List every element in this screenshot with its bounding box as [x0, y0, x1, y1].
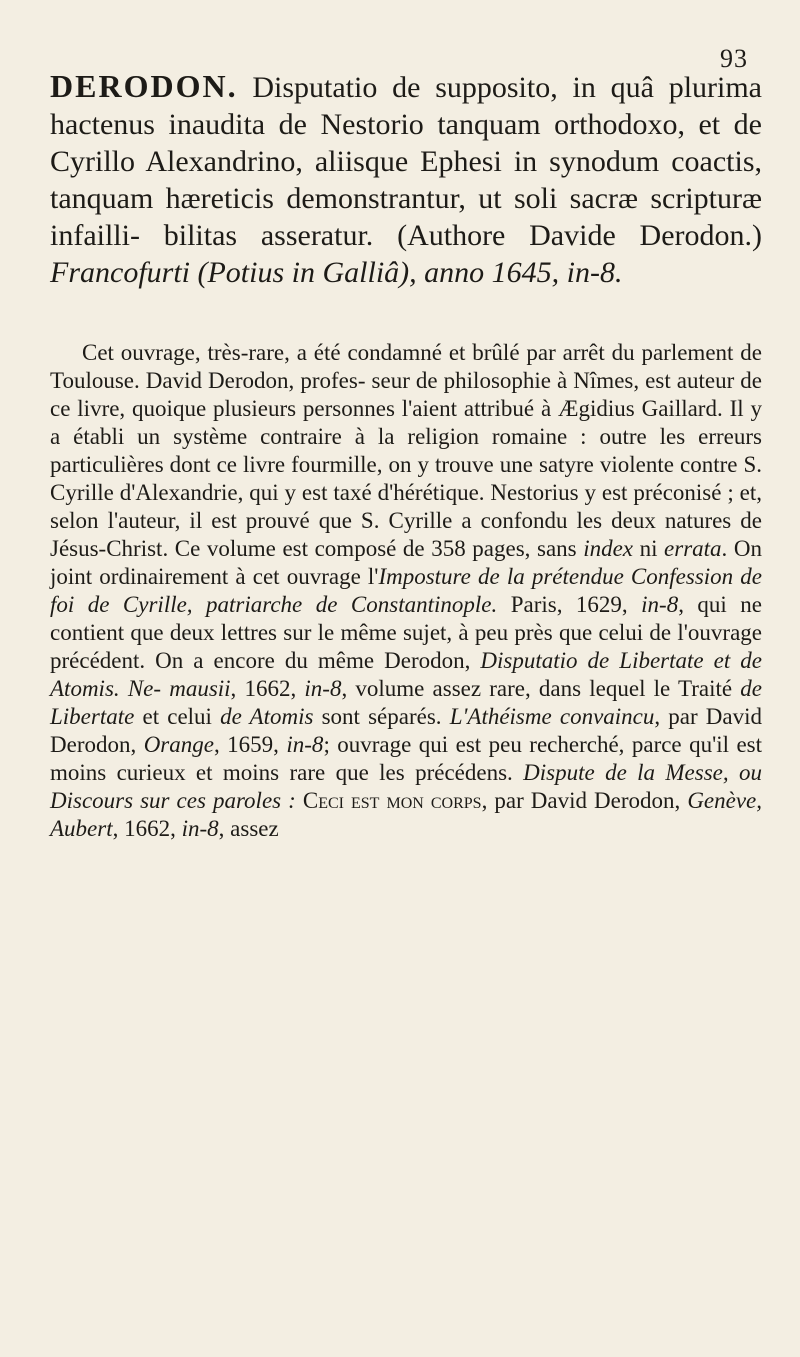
commentary-errata: errata — [664, 536, 722, 561]
libertate-imprint: , 1662, — [230, 676, 305, 701]
commentary-text-3: , qui ne contient que deux lettres sur le même sujet, à peu près que celui de l'ouvrage précédent. On a encore du même Derodon, — [50, 592, 762, 673]
entry-headword: DERODON. — [50, 68, 238, 104]
entry-author-credit: (Authore Davide Derodon.) — [397, 219, 763, 252]
commentary-ni: ni — [633, 536, 665, 561]
commentary-text-9: , par David Derodon, — [481, 788, 688, 813]
atomis-title: de Atomis — [220, 704, 314, 729]
commentary-text-10: , assez — [218, 816, 279, 841]
libertate-format: in-8 — [304, 676, 342, 701]
commentary-text-6: sont séparés. — [313, 704, 450, 729]
commentary-text-8: ; ouvrage qui est peu recherché, parce qu'il est moins curieux et moins rare que les précédens. — [50, 732, 763, 785]
geneve-place: Genève — [687, 788, 757, 813]
bibliographic-entry — [50, 68, 762, 843]
geneve-format: in-8 — [181, 816, 219, 841]
imposture-format: in-8 — [641, 592, 679, 617]
messe-title: Dispute de la Messe, ou Discours sur ces paroles : — [50, 760, 762, 813]
orange-format: in-8 — [286, 732, 324, 757]
entry-commentary — [50, 339, 762, 843]
geneve-year: , 1662, — [112, 816, 182, 841]
aubert-publisher: , Aubert — [50, 788, 763, 841]
commentary-text-7: , par David Derodon, — [50, 704, 763, 757]
commentary-index: index — [583, 536, 633, 561]
entry-title: Disputatio de supposito, in quâ plurima hactenus inaudita de Nestorio tanquam orthodoxo, et de Cyrillo Alexandrino, aliisque Ephesi in synodum coactis, tanquam hæreticis demonstrantur, ut soli sacræ scripturæ infailli- bilitas asseratur. — [50, 71, 763, 252]
entry-imprint: Francofurti (Potius in Galliâ), anno 1645, in-8. — [50, 256, 623, 289]
ceci-est-mon-corps: Ceci est mon corps — [295, 788, 482, 813]
commentary-text-4: , volume assez rare, dans lequel le Traité — [341, 676, 741, 701]
traite-title: de Libertate — [50, 676, 762, 729]
imposture-title: Imposture de la prétendue Confession de foi de Cyrille, patriarche de Constantinople. — [50, 564, 762, 617]
atheisme-title: L'Athéisme convaincu — [449, 704, 655, 729]
orange-place: Orange — [143, 732, 214, 757]
commentary-text-5: et celui — [134, 704, 221, 729]
orange-year: , 1659, — [213, 732, 287, 757]
libertate-title: Disputatio de Libertate et de Atomis. Ne- mausii — [50, 648, 762, 701]
imposture-imprint: Paris, 1629, — [497, 592, 642, 617]
page-number: 93 — [720, 44, 748, 73]
commentary-text-1: Cet ouvrage, très-rare, a été condamné et brûlé par arrêt du parlement de Toulouse. David Derodon, profes- seur de philosophie à Nîmes, est auteur de ce livre, quoique plusieurs personnes l'aient attribué à Ægidius Gaillard. Il y a établi un système contraire à la religion romaine : outre les erreurs particulières dont ce livre fourmille, on y trouve une satyre violente contre S. Cyrille d'Alexandrie, qui y est taxé d'hérétique. Nestorius y est préconisé ; et, selon l'auteur, il est prouvé que S. Cyrille a confondu les deux natures de Jésus-Christ. Ce volume est composé de 358 pages, sans — [50, 340, 762, 561]
commentary-text-2: . On joint ordinairement à cet ouvrage l' — [50, 536, 762, 589]
entry-main-text — [50, 68, 762, 291]
